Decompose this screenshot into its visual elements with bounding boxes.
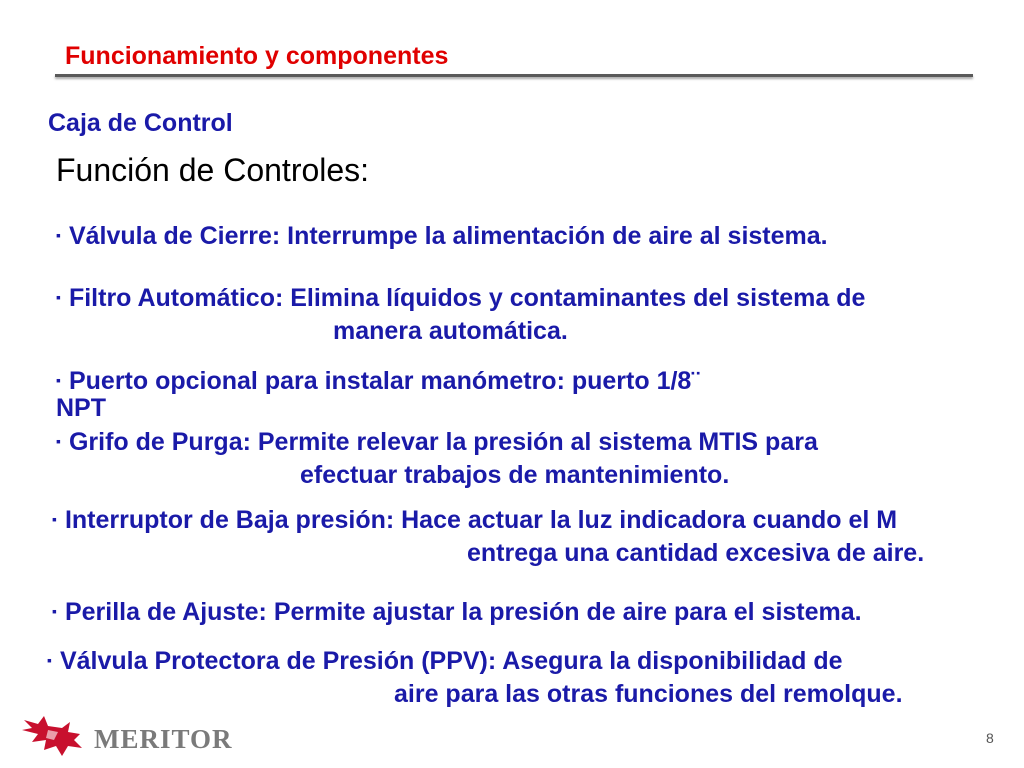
header-divider — [55, 74, 973, 77]
bull-icon — [18, 712, 90, 760]
main-heading: Función de Controles: — [56, 152, 370, 188]
item-text: Interruptor de Baja presión: Hace actuar la luz indicadora cuando el M — [64, 506, 898, 534]
item-text: Perilla de Ajuste: Permite ajustar la presión de aire para el sistema. — [64, 598, 862, 626]
bullet-icon: ▪ — [52, 603, 57, 619]
item-text-continuation: aire para las otras funciones del remolque. — [394, 680, 903, 708]
logo-wordmark: MERITOR — [94, 724, 233, 754]
item-text: Puerto opcional para instalar manómetro: puerto 1/8¨ — [68, 367, 700, 395]
bullet-item-filtro-automatico — [56, 281, 865, 348]
bullet-item-valvula-protectora — [47, 644, 903, 711]
section-subtitle: Caja de Control — [48, 109, 233, 137]
bullet-icon: ▪ — [56, 433, 61, 449]
item-text: Válvula de Cierre: Interrumpe la alimentación de aire al sistema. — [68, 222, 828, 250]
bullet-icon: ▪ — [56, 372, 61, 388]
bullet-item-grifo-purga — [56, 425, 818, 492]
item-text: Filtro Automático: Elimina líquidos y contaminantes del sistema de — [68, 284, 866, 312]
bullet-icon: ▪ — [56, 227, 61, 243]
item-text: Grifo de Purga: Permite relevar la presión al sistema MTIS para — [68, 428, 818, 456]
item-text-continuation: entrega una cantidad excesiva de aire. — [467, 539, 925, 567]
bullet-icon: ▪ — [52, 511, 57, 527]
slide-title: Funcionamiento y componentes — [65, 42, 449, 70]
bullet-item-puerto-opcional — [56, 364, 700, 424]
bullet-item-perilla-ajuste — [52, 595, 862, 629]
page-number: 8 — [986, 730, 994, 746]
item-text-continuation: NPT — [56, 394, 106, 422]
bullet-icon: ▪ — [56, 289, 61, 305]
bullet-icon: ▪ — [47, 652, 52, 668]
bullet-item-valvula-cierre — [56, 219, 828, 253]
item-text: Válvula Protectora de Presión (PPV): Asegura la disponibilidad de — [59, 647, 843, 675]
meritor-logo — [18, 712, 248, 760]
bullet-item-interruptor-baja-presion — [52, 503, 1024, 570]
item-text-continuation: manera automática. — [333, 317, 568, 345]
item-text-continuation: efectuar trabajos de mantenimiento. — [300, 461, 730, 489]
